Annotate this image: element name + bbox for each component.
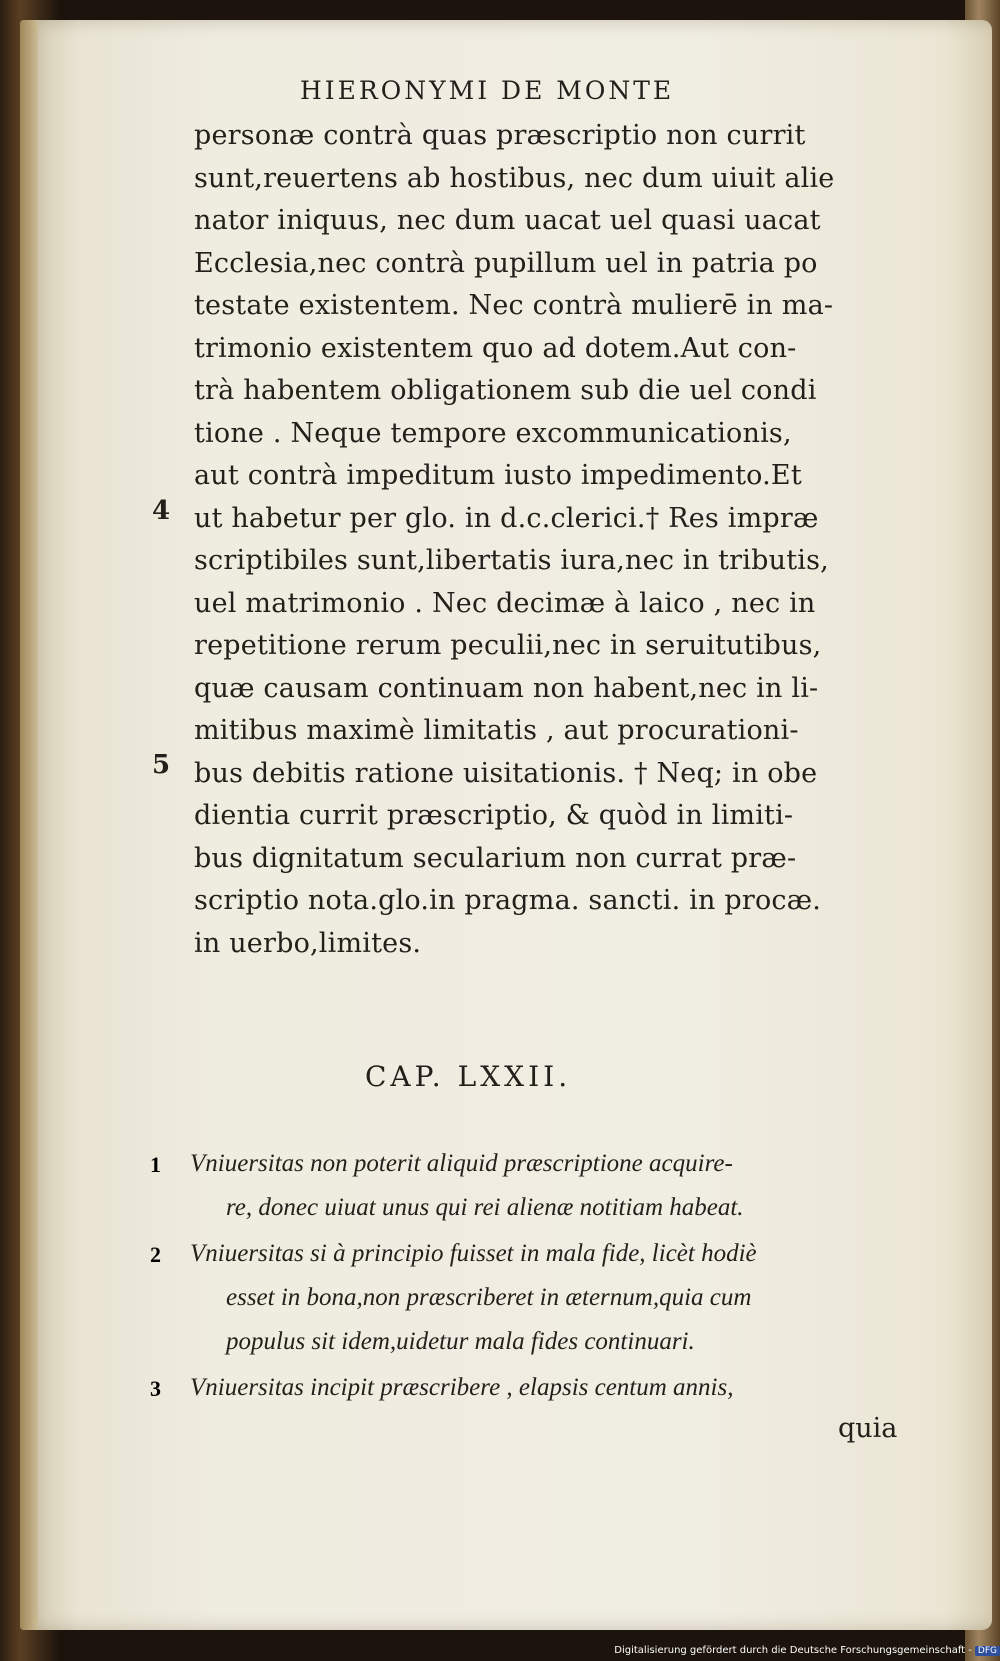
- body-line: sunt,reuertens ab hostibus, nec dum uiuit alie: [194, 162, 835, 194]
- body-line: dientia currit præscriptio, & quòd in limiti-: [194, 800, 794, 831]
- summary-line: esset in bona,non præscriberet in æternum,quia cum: [226, 1284, 752, 1311]
- body-line: aut contrà impeditum iusto impedimento.Et: [194, 460, 802, 491]
- footer-text: Digitalisierung gefördert durch die Deutsche Forschungsgemeinschaft -: [614, 1645, 972, 1656]
- margin-number: 4: [152, 496, 171, 526]
- summary-line: populus sit idem,uidetur mala fides continuari.: [226, 1328, 695, 1355]
- body-line: trà habentem obligationem sub die uel condi: [194, 375, 817, 406]
- body-line: mitibus maximè limitatis , aut procurationi-: [194, 715, 799, 746]
- body-line: repetitione rerum peculii,nec in seruitutibus,: [194, 630, 822, 661]
- summary-line: Vniuersitas non poterit aliquid præscriptione acquire-: [190, 1150, 733, 1177]
- summary-line: Vniuersitas si à principio fuisset in mala fide, licèt hodiè: [190, 1240, 757, 1267]
- body-line: tione . Neque tempore excommunicationis,: [194, 417, 792, 449]
- body-line: quæ causam continuam non habent,nec in li-: [194, 672, 819, 704]
- body-line: ut habetur per glo. in d.c.clerici.† Res impræ: [194, 502, 819, 534]
- body-line: uel matrimonio . Nec decimæ à laico , nec in: [194, 587, 816, 619]
- body-line: nator iniquus, nec dum uacat uel quasi uacat: [194, 205, 821, 236]
- body-line: Ecclesia,nec contrà pupillum uel in patria po: [194, 247, 818, 279]
- page-gutter: [20, 20, 38, 1630]
- body-line: in uerbo,limites.: [194, 927, 422, 959]
- body-line: scriptibiles sunt,libertatis iura,nec in tributis,: [194, 545, 829, 576]
- body-line: bus debitis ratione uisitationis. † Neq; in obe: [194, 757, 818, 789]
- body-line: bus dignitatum secularium non currat præ-: [194, 842, 797, 874]
- summary-number: 1: [150, 1152, 161, 1177]
- chapter-heading: CAP. LXXII.: [365, 1060, 572, 1093]
- summary-number: 3: [150, 1376, 161, 1401]
- summary-line: re, donec uiuat unus qui rei alienæ notitiam habeat.: [226, 1194, 744, 1221]
- body-line: testate existentem. Nec contrà mulierē in ma-: [194, 290, 834, 321]
- body-line: personæ contrà quas præscriptio non currit: [194, 120, 806, 151]
- body-line: scriptio nota.glo.in pragma. sancti. in procæ.: [194, 885, 822, 916]
- summary-line: Vniuersitas incipit præscribere , elapsis centum annis,: [190, 1374, 734, 1401]
- body-line: trimonio existentem quo ad dotem.Aut con-: [194, 332, 797, 364]
- summary-number: 2: [150, 1242, 161, 1267]
- margin-number: 5: [152, 750, 171, 780]
- dfg-logo: DFG: [975, 1646, 1000, 1656]
- digitization-footer: [600, 1645, 1000, 1661]
- running-head: HIERONYMI DE MONTE: [300, 76, 675, 105]
- catchword: quia: [838, 1413, 898, 1444]
